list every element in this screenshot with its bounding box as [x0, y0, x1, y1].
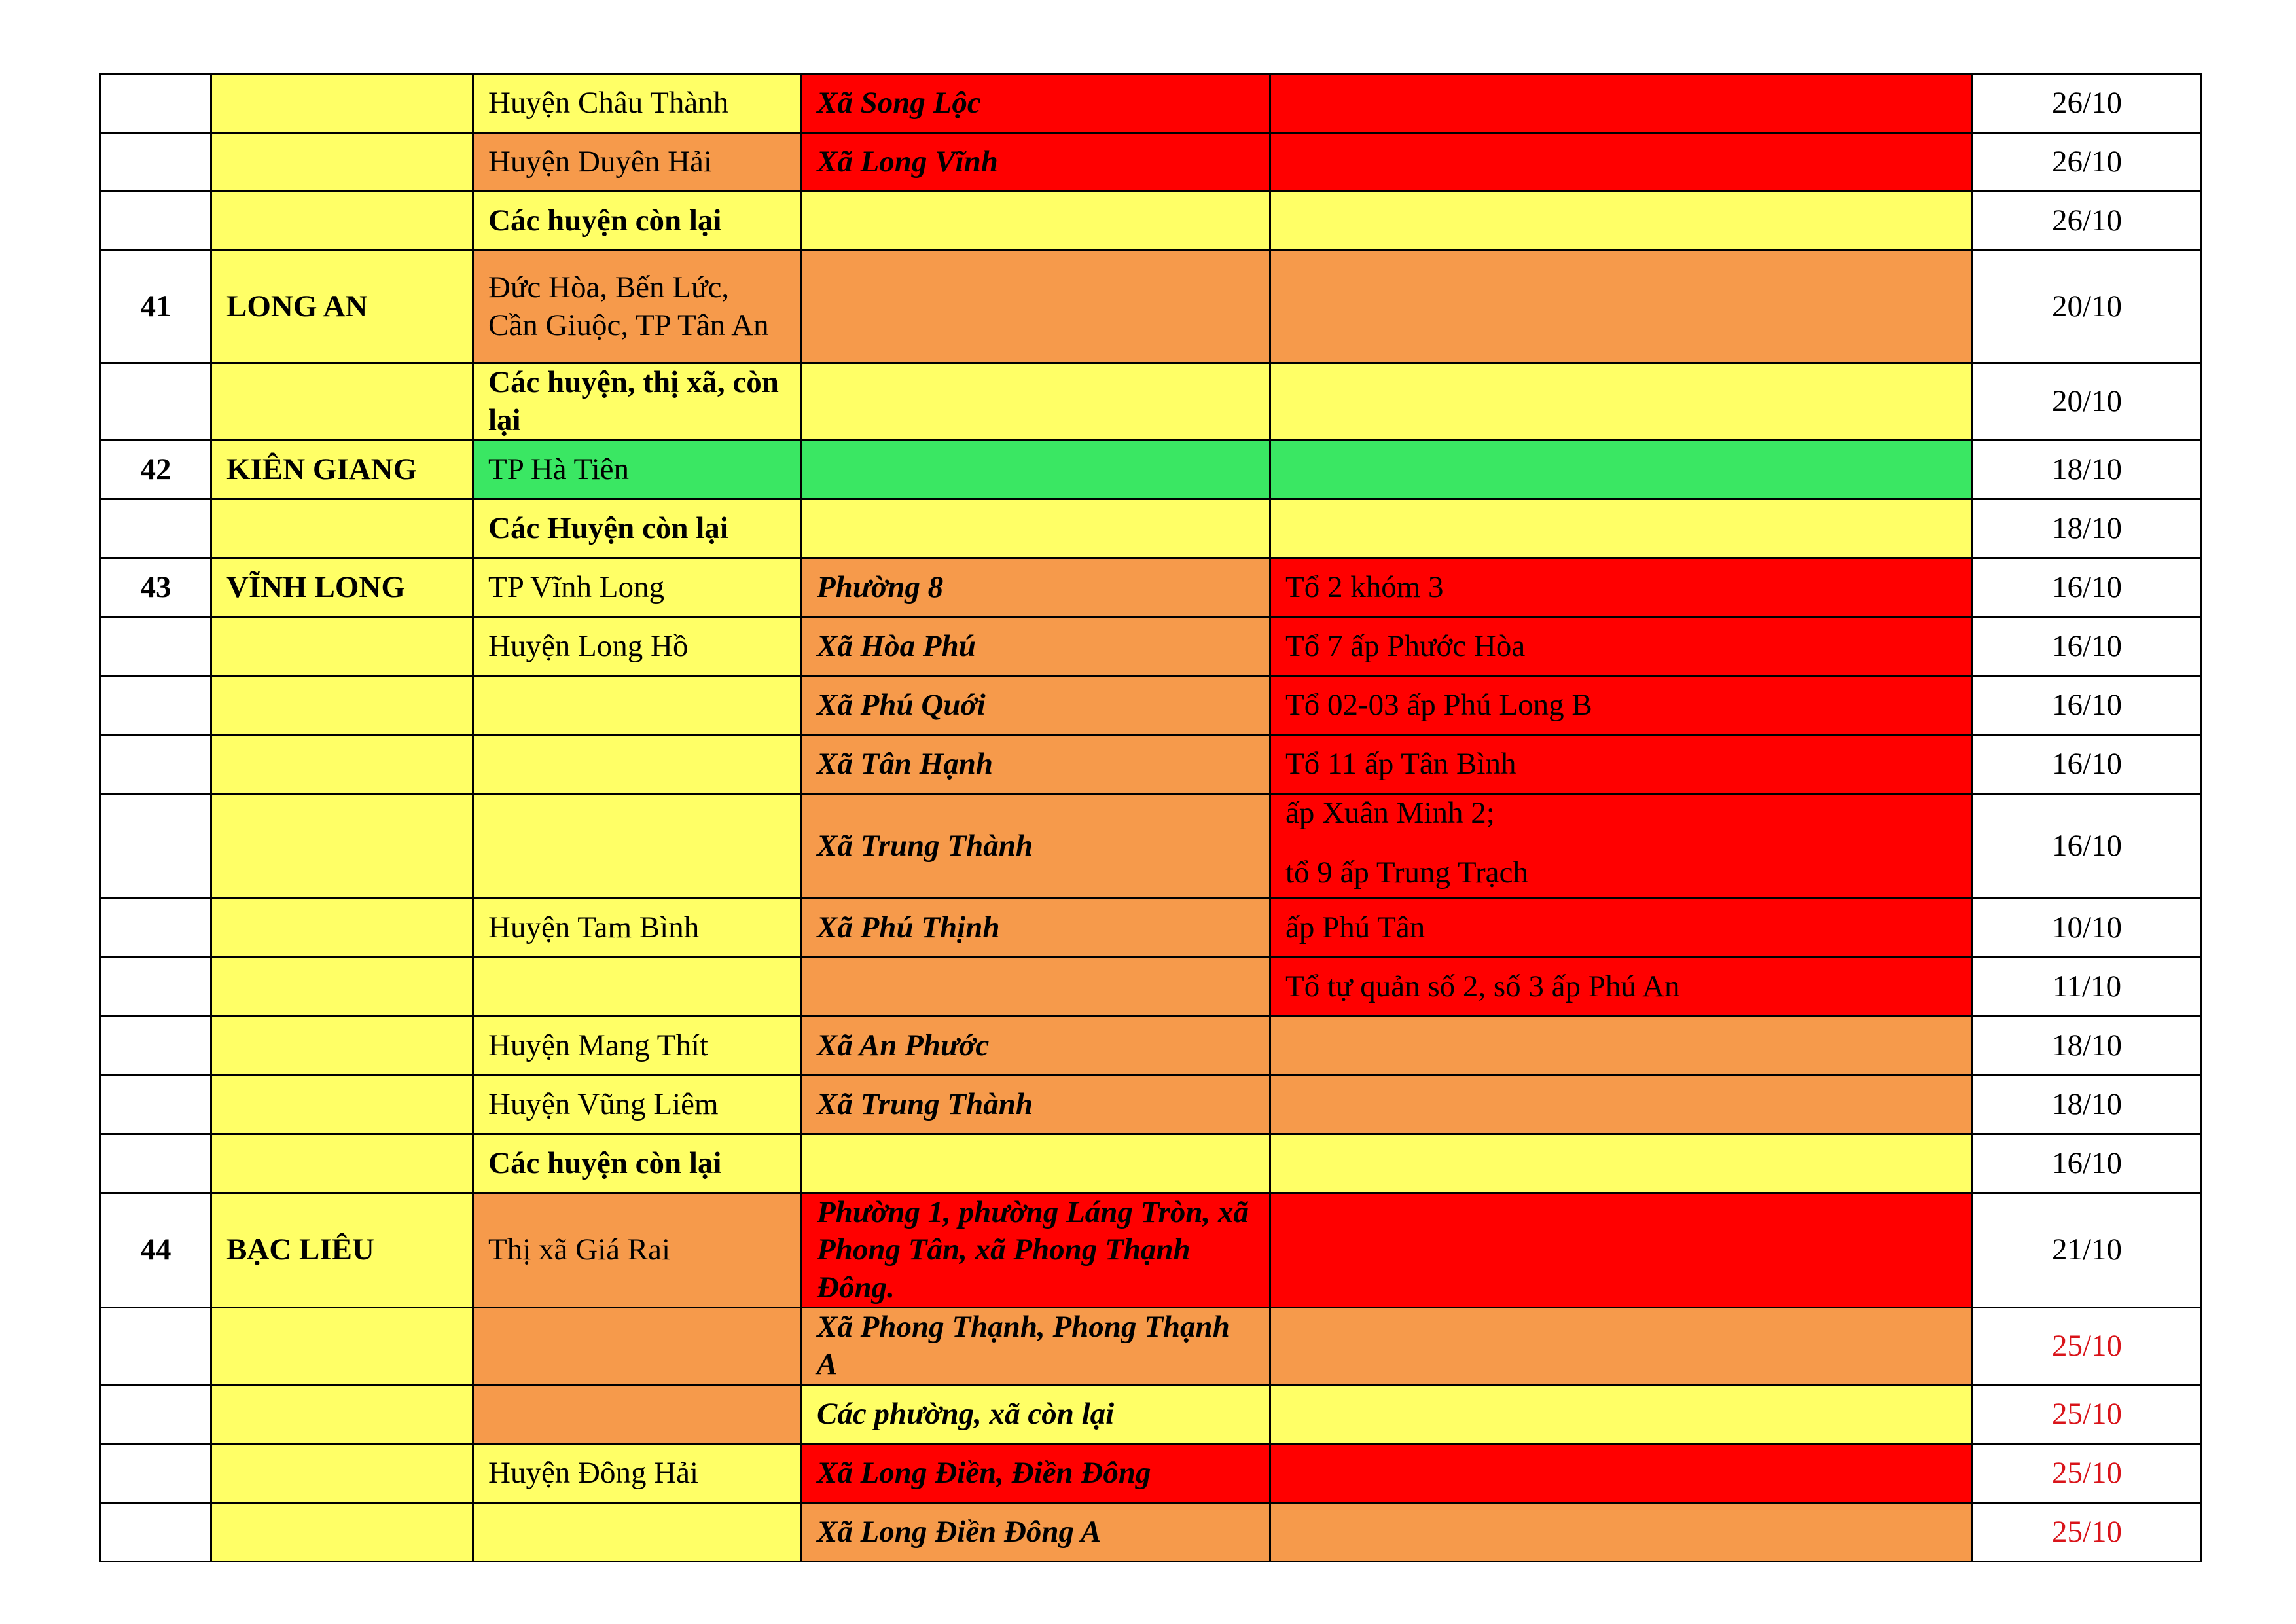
- district-cell: [473, 617, 802, 676]
- cell-text: Xã Long Vĩnh: [817, 144, 998, 179]
- commune-cell: [802, 1384, 1270, 1443]
- stt-cell: [101, 1134, 211, 1193]
- district-cell: [473, 499, 802, 558]
- cell-text: Các phường, xã còn lại: [817, 1396, 1115, 1431]
- cell-text: LONG AN: [226, 289, 368, 323]
- zone-classification-table: [99, 73, 2202, 1562]
- stt-cell: [101, 617, 211, 676]
- commune-cell: [802, 617, 1270, 676]
- province-cell: [211, 1017, 473, 1075]
- cell-text: Xã Song Lộc: [817, 85, 981, 120]
- cell-text: Tổ 7 ấp Phước Hòa: [1285, 628, 1526, 663]
- cell-text: 21/10: [2051, 1233, 2123, 1267]
- province-cell: [211, 1443, 473, 1502]
- stt-cell: [101, 133, 211, 192]
- cell-text: 26/10: [2051, 144, 2123, 179]
- province-cell: [211, 899, 473, 958]
- district-cell: [473, 1193, 802, 1308]
- commune-cell: [802, 133, 1270, 192]
- table-row: [101, 192, 2202, 251]
- cell-text: Xã Hòa Phú: [817, 628, 976, 663]
- district-cell: [473, 794, 802, 899]
- province-cell: [211, 676, 473, 735]
- cell-text: Các Huyện còn lại: [488, 511, 728, 545]
- cell-text: 25/10: [2051, 1396, 2123, 1431]
- province-cell: [211, 1075, 473, 1134]
- cell-text: 18/10: [2051, 452, 2123, 486]
- date-cell: [1973, 1193, 2202, 1308]
- commune-cell: [802, 74, 1270, 133]
- date-cell: [1973, 1075, 2202, 1134]
- cell-text: 11/10: [2052, 969, 2122, 1003]
- table-row: [101, 558, 2202, 617]
- table-row: [101, 1134, 2202, 1193]
- district-cell: [473, 133, 802, 192]
- table-row: [101, 735, 2202, 794]
- commune-cell: [802, 1443, 1270, 1502]
- table-row: [101, 617, 2202, 676]
- date-cell: [1973, 441, 2202, 499]
- cell-text: 26/10: [2051, 85, 2123, 120]
- province-cell: [211, 133, 473, 192]
- cell-text: Huyện Vũng Liêm: [488, 1087, 719, 1121]
- stt-cell: [101, 1307, 211, 1384]
- cell-text: Tổ tự quản số 2, số 3 ấp Phú An: [1285, 969, 1680, 1003]
- area-cell: [1270, 363, 1973, 441]
- cell-text: 20/10: [2051, 384, 2123, 418]
- cell-text: Các huyện còn lại: [488, 203, 722, 238]
- cell-text: Xã An Phước: [817, 1028, 990, 1062]
- commune-cell: [802, 363, 1270, 441]
- cell-text: 44: [140, 1233, 171, 1267]
- district-cell: [473, 1384, 802, 1443]
- stt-cell: [101, 1443, 211, 1502]
- table-row: [101, 676, 2202, 735]
- date-cell: [1973, 676, 2202, 735]
- district-cell: [473, 1307, 802, 1384]
- area-cell: [1270, 1134, 1973, 1193]
- area-cell: [1270, 1502, 1973, 1561]
- province-cell: [211, 363, 473, 441]
- date-cell: [1973, 794, 2202, 899]
- commune-cell: [802, 1307, 1270, 1384]
- cell-text: 42: [140, 452, 171, 486]
- cell-text: tổ 9 ấp Trung Trạch: [1285, 856, 1528, 890]
- cell-text: Phường 1, phường Láng Tròn, xã Phong Tân, xã Phong Thạnh Đông.: [817, 1195, 1249, 1305]
- stt-cell: [101, 958, 211, 1017]
- date-cell: [1973, 558, 2202, 617]
- province-cell: [211, 558, 473, 617]
- table-row: [101, 133, 2202, 192]
- date-cell: [1973, 735, 2202, 794]
- province-cell: [211, 735, 473, 794]
- area-cell: [1270, 499, 1973, 558]
- province-cell: [211, 441, 473, 499]
- cell-text: 16/10: [2051, 828, 2123, 863]
- stt-cell: [101, 794, 211, 899]
- cell-text: Tổ 2 khóm 3: [1285, 569, 1444, 604]
- commune-cell: [802, 192, 1270, 251]
- table-row: [101, 899, 2202, 958]
- table-row: [101, 1017, 2202, 1075]
- date-cell: [1973, 499, 2202, 558]
- district-cell: [473, 735, 802, 794]
- commune-cell: [802, 676, 1270, 735]
- cell-text: Xã Trung Thành: [817, 1087, 1033, 1121]
- area-cell: [1270, 441, 1973, 499]
- stt-cell: [101, 1384, 211, 1443]
- date-cell: [1973, 899, 2202, 958]
- cell-text: 18/10: [2051, 1028, 2123, 1062]
- commune-cell: [802, 1017, 1270, 1075]
- table-row: [101, 74, 2202, 133]
- district-cell: [473, 1502, 802, 1561]
- cell-text: Đức Hòa, Bến Lức, Cần Giuộc, TP Tân An: [488, 270, 769, 342]
- area-cell: [1270, 1193, 1973, 1308]
- stt-cell: [101, 363, 211, 441]
- cell-text: Xã Long Điền Đông A: [817, 1514, 1102, 1549]
- district-cell: [473, 899, 802, 958]
- cell-text: Huyện Mang Thít: [488, 1028, 708, 1062]
- cell-text: 25/10: [2051, 1455, 2123, 1490]
- district-cell: [473, 1017, 802, 1075]
- area-cell: [1270, 558, 1973, 617]
- cell-text: 16/10: [2051, 1146, 2123, 1180]
- cell-text: Các huyện, thị xã, còn lại: [488, 365, 779, 437]
- table-row: [101, 958, 2202, 1017]
- province-cell: [211, 794, 473, 899]
- province-cell: [211, 74, 473, 133]
- area-cell: [1270, 617, 1973, 676]
- cell-text: Xã Phú Quới: [817, 687, 986, 722]
- cell-text: KIÊN GIANG: [226, 452, 418, 486]
- commune-cell: [802, 1193, 1270, 1308]
- commune-cell: [802, 499, 1270, 558]
- cell-text: 16/10: [2051, 687, 2123, 722]
- cell-text: Thị xã Giá Rai: [488, 1233, 671, 1267]
- commune-cell: [802, 735, 1270, 794]
- date-cell: [1973, 74, 2202, 133]
- cell-text: Xã Tân Hạnh: [817, 746, 994, 781]
- area-cell: [1270, 1384, 1973, 1443]
- province-cell: [211, 1502, 473, 1561]
- stt-cell: [101, 1017, 211, 1075]
- date-cell: [1973, 1017, 2202, 1075]
- province-cell: [211, 958, 473, 1017]
- area-cell: [1270, 676, 1973, 735]
- table-row: [101, 363, 2202, 441]
- cell-text: 25/10: [2051, 1514, 2123, 1549]
- cell-text: Tổ 02-03 ấp Phú Long B: [1285, 687, 1592, 722]
- cell-text: ấp Phú Tân: [1285, 910, 1426, 945]
- stt-cell: [101, 1502, 211, 1561]
- cell-text: VĨNH LONG: [226, 569, 405, 604]
- date-cell: [1973, 251, 2202, 363]
- district-cell: [473, 441, 802, 499]
- district-cell: [473, 192, 802, 251]
- district-cell: [473, 363, 802, 441]
- date-cell: [1973, 1502, 2202, 1561]
- district-cell: [473, 1075, 802, 1134]
- cell-text: BẠC LIÊU: [226, 1233, 374, 1267]
- cell-text: Huyện Long Hồ: [488, 628, 689, 663]
- province-cell: [211, 1384, 473, 1443]
- cell-text: 18/10: [2051, 1087, 2123, 1121]
- cell-text: 10/10: [2051, 910, 2123, 945]
- cell-text: 25/10: [2051, 1328, 2123, 1363]
- table-row: [101, 1384, 2202, 1443]
- area-cell: [1270, 1443, 1973, 1502]
- cell-text: Huyện Duyên Hải: [488, 144, 712, 179]
- table-row: [101, 1502, 2202, 1561]
- cell-text: 41: [140, 289, 171, 323]
- district-cell: [473, 1443, 802, 1502]
- cell-text: TP Hà Tiên: [488, 452, 630, 486]
- commune-cell: [802, 899, 1270, 958]
- province-cell: [211, 1307, 473, 1384]
- commune-cell: [802, 958, 1270, 1017]
- date-cell: [1973, 363, 2202, 441]
- cell-text: 16/10: [2051, 628, 2123, 663]
- cell-text: TP Vĩnh Long: [488, 569, 664, 604]
- province-cell: [211, 617, 473, 676]
- district-cell: [473, 958, 802, 1017]
- cell-text: Phường 8: [817, 569, 944, 604]
- area-cell: [1270, 1307, 1973, 1384]
- cell-text: Tổ 11 ấp Tân Bình: [1285, 746, 1516, 781]
- stt-cell: [101, 192, 211, 251]
- cell-text: Huyện Tam Bình: [488, 910, 700, 945]
- province-cell: [211, 1193, 473, 1308]
- stt-cell: [101, 558, 211, 617]
- date-cell: [1973, 1384, 2202, 1443]
- cell-text: Các huyện còn lại: [488, 1146, 722, 1180]
- cell-text: ấp Xuân Minh 2;: [1285, 796, 1495, 830]
- province-cell: [211, 251, 473, 363]
- cell-text: 20/10: [2051, 289, 2123, 323]
- district-cell: [473, 74, 802, 133]
- date-cell: [1973, 958, 2202, 1017]
- cell-text: Huyện Châu Thành: [488, 85, 729, 120]
- cell-text: 18/10: [2051, 511, 2123, 545]
- cell-text: Xã Long Điền, Điền Đông: [817, 1455, 1151, 1490]
- table-row: [101, 794, 2202, 899]
- area-cell: [1270, 133, 1973, 192]
- stt-cell: [101, 74, 211, 133]
- area-cell: [1270, 958, 1973, 1017]
- commune-cell: [802, 251, 1270, 363]
- district-cell: [473, 676, 802, 735]
- table-row: [101, 1075, 2202, 1134]
- date-cell: [1973, 1307, 2202, 1384]
- province-cell: [211, 499, 473, 558]
- table-row: [101, 1307, 2202, 1384]
- commune-cell: [802, 558, 1270, 617]
- stt-cell: [101, 676, 211, 735]
- area-cell: [1270, 74, 1973, 133]
- date-cell: [1973, 192, 2202, 251]
- commune-cell: [802, 1134, 1270, 1193]
- district-cell: [473, 558, 802, 617]
- area-cell: [1270, 794, 1973, 899]
- commune-cell: [802, 1075, 1270, 1134]
- date-cell: [1973, 133, 2202, 192]
- stt-cell: [101, 441, 211, 499]
- stt-cell: [101, 499, 211, 558]
- district-cell: [473, 1134, 802, 1193]
- stt-cell: [101, 899, 211, 958]
- table-row: [101, 1193, 2202, 1308]
- cell-text: 16/10: [2051, 746, 2123, 781]
- stt-cell: [101, 1193, 211, 1308]
- cell-text: 26/10: [2051, 203, 2123, 238]
- area-cell: [1270, 1075, 1973, 1134]
- province-cell: [211, 192, 473, 251]
- date-cell: [1973, 1134, 2202, 1193]
- cell-text: Xã Phú Thịnh: [817, 910, 1000, 945]
- cell-text: Xã Trung Thành: [817, 828, 1033, 863]
- area-cell: [1270, 899, 1973, 958]
- stt-cell: [101, 1075, 211, 1134]
- district-cell: [473, 251, 802, 363]
- stt-cell: [101, 735, 211, 794]
- table-row: [101, 1443, 2202, 1502]
- date-cell: [1973, 617, 2202, 676]
- area-cell: [1270, 192, 1973, 251]
- table-body: [101, 74, 2202, 1562]
- commune-cell: [802, 794, 1270, 899]
- area-cell: [1270, 735, 1973, 794]
- table-row: [101, 441, 2202, 499]
- table-row: [101, 251, 2202, 363]
- province-cell: [211, 1134, 473, 1193]
- date-cell: [1973, 1443, 2202, 1502]
- stt-cell: [101, 251, 211, 363]
- cell-text: 16/10: [2051, 569, 2123, 604]
- cell-text: 43: [140, 569, 171, 604]
- cell-text: Xã Phong Thạnh, Phong Thạnh A: [817, 1310, 1230, 1382]
- area-cell: [1270, 1017, 1973, 1075]
- commune-cell: [802, 1502, 1270, 1561]
- commune-cell: [802, 441, 1270, 499]
- area-cell: [1270, 251, 1973, 363]
- table-row: [101, 499, 2202, 558]
- cell-text: Huyện Đông Hải: [488, 1455, 699, 1490]
